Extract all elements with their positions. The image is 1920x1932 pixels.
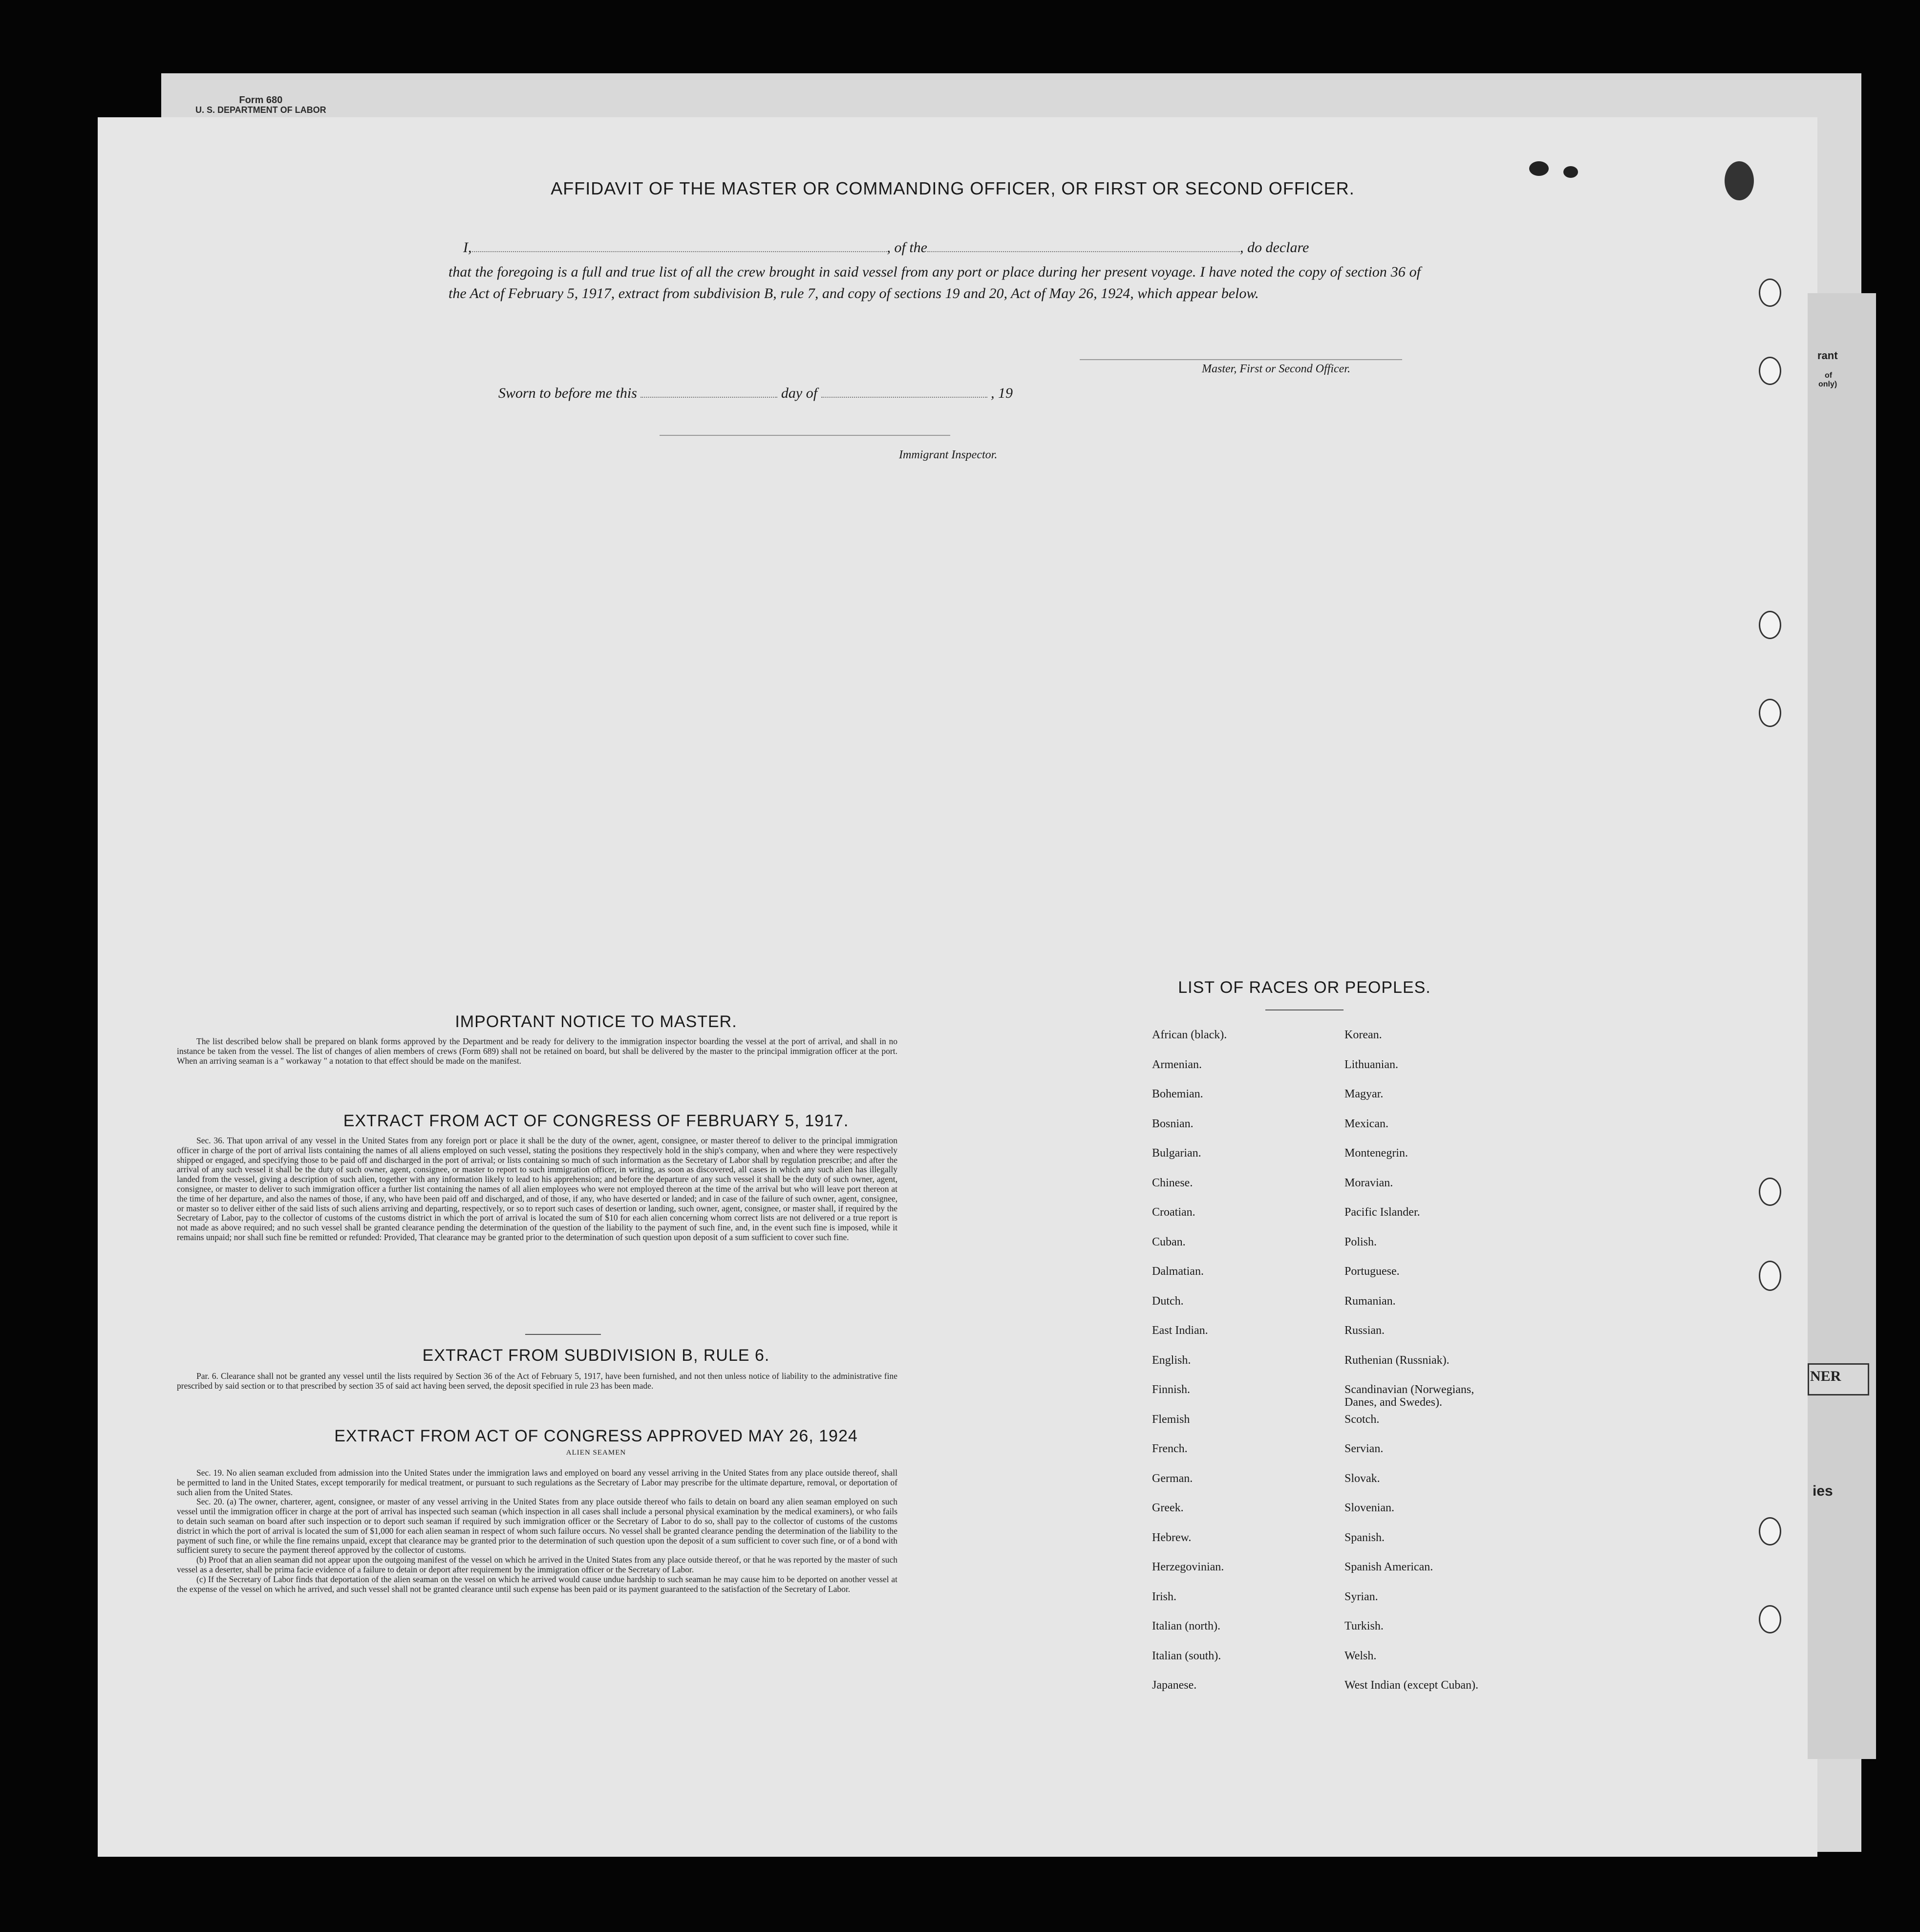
inspector-caption: Immigrant Inspector. — [899, 449, 998, 461]
race-item: Bosnian. — [1152, 1117, 1194, 1130]
race-item: Syrian. — [1344, 1590, 1378, 1603]
race-item: Japanese. — [1152, 1679, 1197, 1692]
sworn-day: day of — [781, 385, 818, 401]
race-item: Herzegovinian. — [1152, 1561, 1224, 1573]
decl-of-the: , of the — [887, 239, 927, 256]
affidavit-title: AFFIDAVIT OF THE MASTER OR COMMANDING OFFICER, OR FIRST OR SECOND OFFICER. — [551, 178, 1355, 198]
extract-1924-title: EXTRACT FROM ACT OF CONGRESS APPROVED MAY 26, 1924 — [334, 1427, 858, 1445]
race-item: Russian. — [1344, 1324, 1385, 1337]
master-signature-line — [1080, 359, 1402, 360]
sec-19: Sec. 19. No alien seaman excluded from admission into the United States under the immigration laws and employed on board any vessel arriving in the United States from any place outside thereof, shall be permitted to land in the United States, except temporarily for medical treatment, or pursuant to such regulations as the Secretary of Labor may prescribe for the ultimate departure, removal, or deportation of such alien from the United States. — [177, 1468, 897, 1497]
race-item: Polish. — [1344, 1235, 1377, 1248]
notice-text: The list described below shall be prepared on blank forms approved by the Department and be ready for delivery to the immigration inspector boarding the vessel at the port of arrival, and shall in no instance be taken from the vessel. The list of changes of alien members of crews (Form 689) shall not be retained on board, but shall be delivered by the master to the principal immigration officer at the port. When an arriving seaman is a " workaway " a notation to that effect should be made on the manifest. — [177, 1036, 897, 1066]
race-item: Croatian. — [1152, 1206, 1195, 1219]
rule6-title: EXTRACT FROM SUBDIVISION B, RULE 6. — [422, 1346, 770, 1365]
race-item: Welsh. — [1344, 1649, 1377, 1662]
race-item: Ruthenian (Russniak). — [1344, 1353, 1450, 1367]
master-caption: Master, First or Second Officer. — [1202, 363, 1350, 375]
sworn-day-blank — [640, 397, 777, 398]
race-item: Italian (south). — [1152, 1649, 1221, 1662]
declaration-body: that the foregoing is a full and true list of all the crew brought in said vessel from any port or place during her present voyage. I have noted the copy of section 36 of the Act of February 5, 1917, extract from subdivision B, rule 7, and copy of sections 19 and 20, Act of May 26, 1924, which appear below. — [448, 264, 1421, 301]
extract-1924-text — [177, 1468, 897, 1594]
sworn-prefix: Sworn to before me this — [498, 385, 637, 401]
race-item: English. — [1152, 1353, 1191, 1367]
affidavit-page — [98, 117, 1817, 1857]
edge-fragment-of: of — [1825, 371, 1833, 380]
sworn-year: , 19 — [991, 385, 1013, 401]
race-item: Chinese. — [1152, 1176, 1193, 1189]
underlying-sheet-edge — [1808, 293, 1876, 1759]
alien-seamen-subhead: ALIEN SEAMEN — [566, 1449, 626, 1457]
sec-20c: (c) If the Secretary of Labor finds that deportation of the alien seaman on the vessel on which he arrived would cause undue hardship to such seaman he may cause him to be deported on another vessel at the expense of the vessel on which he arrived, and such vessel shall not be granted clearance until such expense has been paid or its payment guaranteed to the satisfaction of the Secretary of Labor. — [177, 1574, 897, 1594]
binder-hole — [1759, 611, 1781, 639]
race-item: Lithuanian. — [1344, 1058, 1398, 1071]
race-item: Armenian. — [1152, 1058, 1202, 1071]
race-item: Irish. — [1152, 1590, 1176, 1603]
sworn-month-blank — [821, 397, 987, 398]
form-number: Form 680 — [239, 95, 283, 106]
edge-fragment-ies: ies — [1813, 1483, 1833, 1499]
form-department: U. S. DEPARTMENT OF LABOR — [195, 105, 326, 115]
race-item: Scotch. — [1344, 1413, 1380, 1426]
race-item: German. — [1152, 1472, 1193, 1485]
name-blank — [472, 251, 887, 252]
binder-hole — [1759, 699, 1781, 727]
decl-i: I, — [463, 239, 472, 256]
binder-hole — [1759, 1178, 1781, 1206]
race-item: Bulgarian. — [1152, 1147, 1201, 1159]
edge-fragment-rant: rant — [1817, 349, 1838, 362]
divider — [525, 1334, 601, 1335]
binder-hole — [1759, 279, 1781, 307]
races-title: LIST OF RACES OR PEOPLES. — [1178, 978, 1431, 997]
race-item: West Indian (except Cuban). — [1344, 1679, 1478, 1692]
race-item: Scandinavian (Norwegians, Danes, and Swedes). — [1344, 1383, 1474, 1409]
race-item: Portuguese. — [1344, 1265, 1400, 1278]
torn-corner-shadow — [1725, 161, 1754, 200]
ink-smudge — [1529, 161, 1549, 176]
ink-smudge — [1563, 166, 1578, 178]
edge-fragment-ner: NER — [1810, 1368, 1841, 1384]
extract-1917-text: Sec. 36. That upon arrival of any vessel in the United States from any foreign port or place it shall be the duty of the owner, agent, consignee, or master thereof to deliver to the principal immigration officer in charge of the port of arrival lists containing the names of all aliens employed on such vessel, stating the positions they respectively hold in the ship's company, when and where they were respectively shipped or engaged, and specifying those to be paid off and discharged in the port of arrival; or lists containing so much of such information as the Secretary of Labor shall by regulation prescribe; and after the arrival of any such vessel it shall be the duty of such owner, agent, consignee, or master to report to such immigration officer, in writing, as soon as discovered, all cases in which any such alien has illegally landed from the vessel, giving a description of such alien, together with any information likely to lead to his apprehension; and before the departure of any such vessel it shall be the duty of such owner, agent, consignee, or master to deliver to such immigration officer a further list containing the names of all alien employees who were not employed thereon at the time of the arrival but who will leave port thereon at the time of her departure, and also the names of those, if any, who have been paid off and discharged, and of those, if any, who have deserted or landed; and in case of the failure of such owner, agent, consignee, or master so to deliver either of the said lists of such aliens arriving and departing, respectively, or so to report such cases of desertion or landing, such owner, agent, consignee, or master shall, if required by the Secretary of Labor, pay to the collector of customs of the customs district in which the port of arrival is located the sum of $10 for each alien concerning whom correct lists are not delivered or a true report is not made as above required; and no such vessel shall be granted clearance pending the determination of the question of the liability to the payment of such fine, and, in the event such fine is imposed, while it remains unpaid; nor shall such fine be remitted or refunded: Provided, That clearance may be granted prior to the determination of such question upon deposit of a sum sufficient to cover such fine. — [177, 1136, 897, 1242]
race-item: Slovak. — [1344, 1472, 1380, 1485]
race-item: Servian. — [1344, 1442, 1384, 1455]
race-item: Rumanian. — [1344, 1294, 1396, 1308]
declaration-line — [463, 239, 1416, 256]
race-item: Slovenian. — [1344, 1502, 1394, 1514]
race-item: Hebrew. — [1152, 1531, 1192, 1544]
race-item: Magyar. — [1344, 1088, 1384, 1100]
race-item: Spanish. — [1344, 1531, 1385, 1544]
race-item: Bohemian. — [1152, 1088, 1203, 1100]
race-item: Moravian. — [1344, 1176, 1393, 1189]
race-item: Mexican. — [1344, 1117, 1388, 1130]
rule6-text: Par. 6. Clearance shall not be granted any vessel until the lists required by Section 36 of the Act of February 5, 1917, have been furnished, and not then unless notice of liability to the administrative fine prescribed by said section or to that prescribed by section 35 of said act having been served, the deposit specified in rule 23 has been made. — [177, 1371, 897, 1391]
sec-20b: (b) Proof that an alien seaman did not appear upon the outgoing manifest of the vessel on which he arrived in the United States from any place outside thereof, or that he was reported by the master of such vessel as a deserter, shall be prima facie evidence of a failure to detain or deport after requirement by the immigration officer or the Secretary of Labor. — [177, 1555, 897, 1574]
race-item: Cuban. — [1152, 1235, 1186, 1248]
race-item: Dutch. — [1152, 1294, 1184, 1308]
races-left-column — [1152, 1029, 1227, 1709]
binder-hole — [1759, 1517, 1781, 1546]
race-item: Italian (north). — [1152, 1620, 1220, 1632]
race-item: Korean. — [1344, 1029, 1382, 1041]
race-item: Spanish American. — [1344, 1561, 1433, 1573]
races-underline — [1265, 1009, 1344, 1010]
race-item: Flemish — [1152, 1413, 1190, 1426]
decl-do-declare: , do declare — [1240, 239, 1309, 256]
race-item: Pacific Islander. — [1344, 1206, 1420, 1219]
extract-1917-title: EXTRACT FROM ACT OF CONGRESS OF FEBRUARY 5, 1917. — [343, 1112, 849, 1130]
race-item: East Indian. — [1152, 1324, 1208, 1337]
vessel-blank — [927, 251, 1240, 252]
binder-hole — [1759, 357, 1781, 385]
race-item: African (black). — [1152, 1029, 1227, 1041]
race-item: Finnish. — [1152, 1383, 1191, 1396]
form-header — [195, 95, 326, 115]
race-item: Greek. — [1152, 1502, 1184, 1514]
race-item: Dalmatian. — [1152, 1265, 1204, 1278]
inspector-signature-line — [660, 435, 950, 436]
sec-20a: Sec. 20. (a) The owner, charterer, agent, consignee, or master of any vessel arriving in the United States from any place outside thereof who fails to detain on board any alien seaman employed on such vessel until the immigration officer in charge at the port of arrival has inspected such seaman (which inspection in all cases shall include a personal physical examination by the medical examiners), or who fails to detain such seaman on board after such inspection or to deport such seaman if required by such immigration officer or the Secretary of Labor to do so, shall pay to the collector of customs of the customs district in which the port of arrival is located the sum of $1,000 for each alien seaman in respect of whom such failure occurs. No vessel shall be granted clearance pending the determination of the liability to the payment of such fine, or while the fine remains unpaid, except that clearance may be granted prior to the determination of such question upon the deposit of a sum sufficient to cover such fine, or of a bond with sufficient surety to secure the payment thereof approved by the collector of customs. — [177, 1497, 897, 1555]
notice-title: IMPORTANT NOTICE TO MASTER. — [455, 1012, 737, 1031]
binder-hole — [1759, 1605, 1781, 1633]
race-item: French. — [1152, 1442, 1188, 1455]
binder-hole — [1759, 1261, 1781, 1291]
race-item: Turkish. — [1344, 1620, 1384, 1632]
races-right-column — [1344, 1029, 1506, 1709]
sworn-line — [498, 385, 1013, 402]
race-item: Montenegrin. — [1344, 1147, 1408, 1159]
edge-fragment-only: only) — [1818, 380, 1837, 388]
